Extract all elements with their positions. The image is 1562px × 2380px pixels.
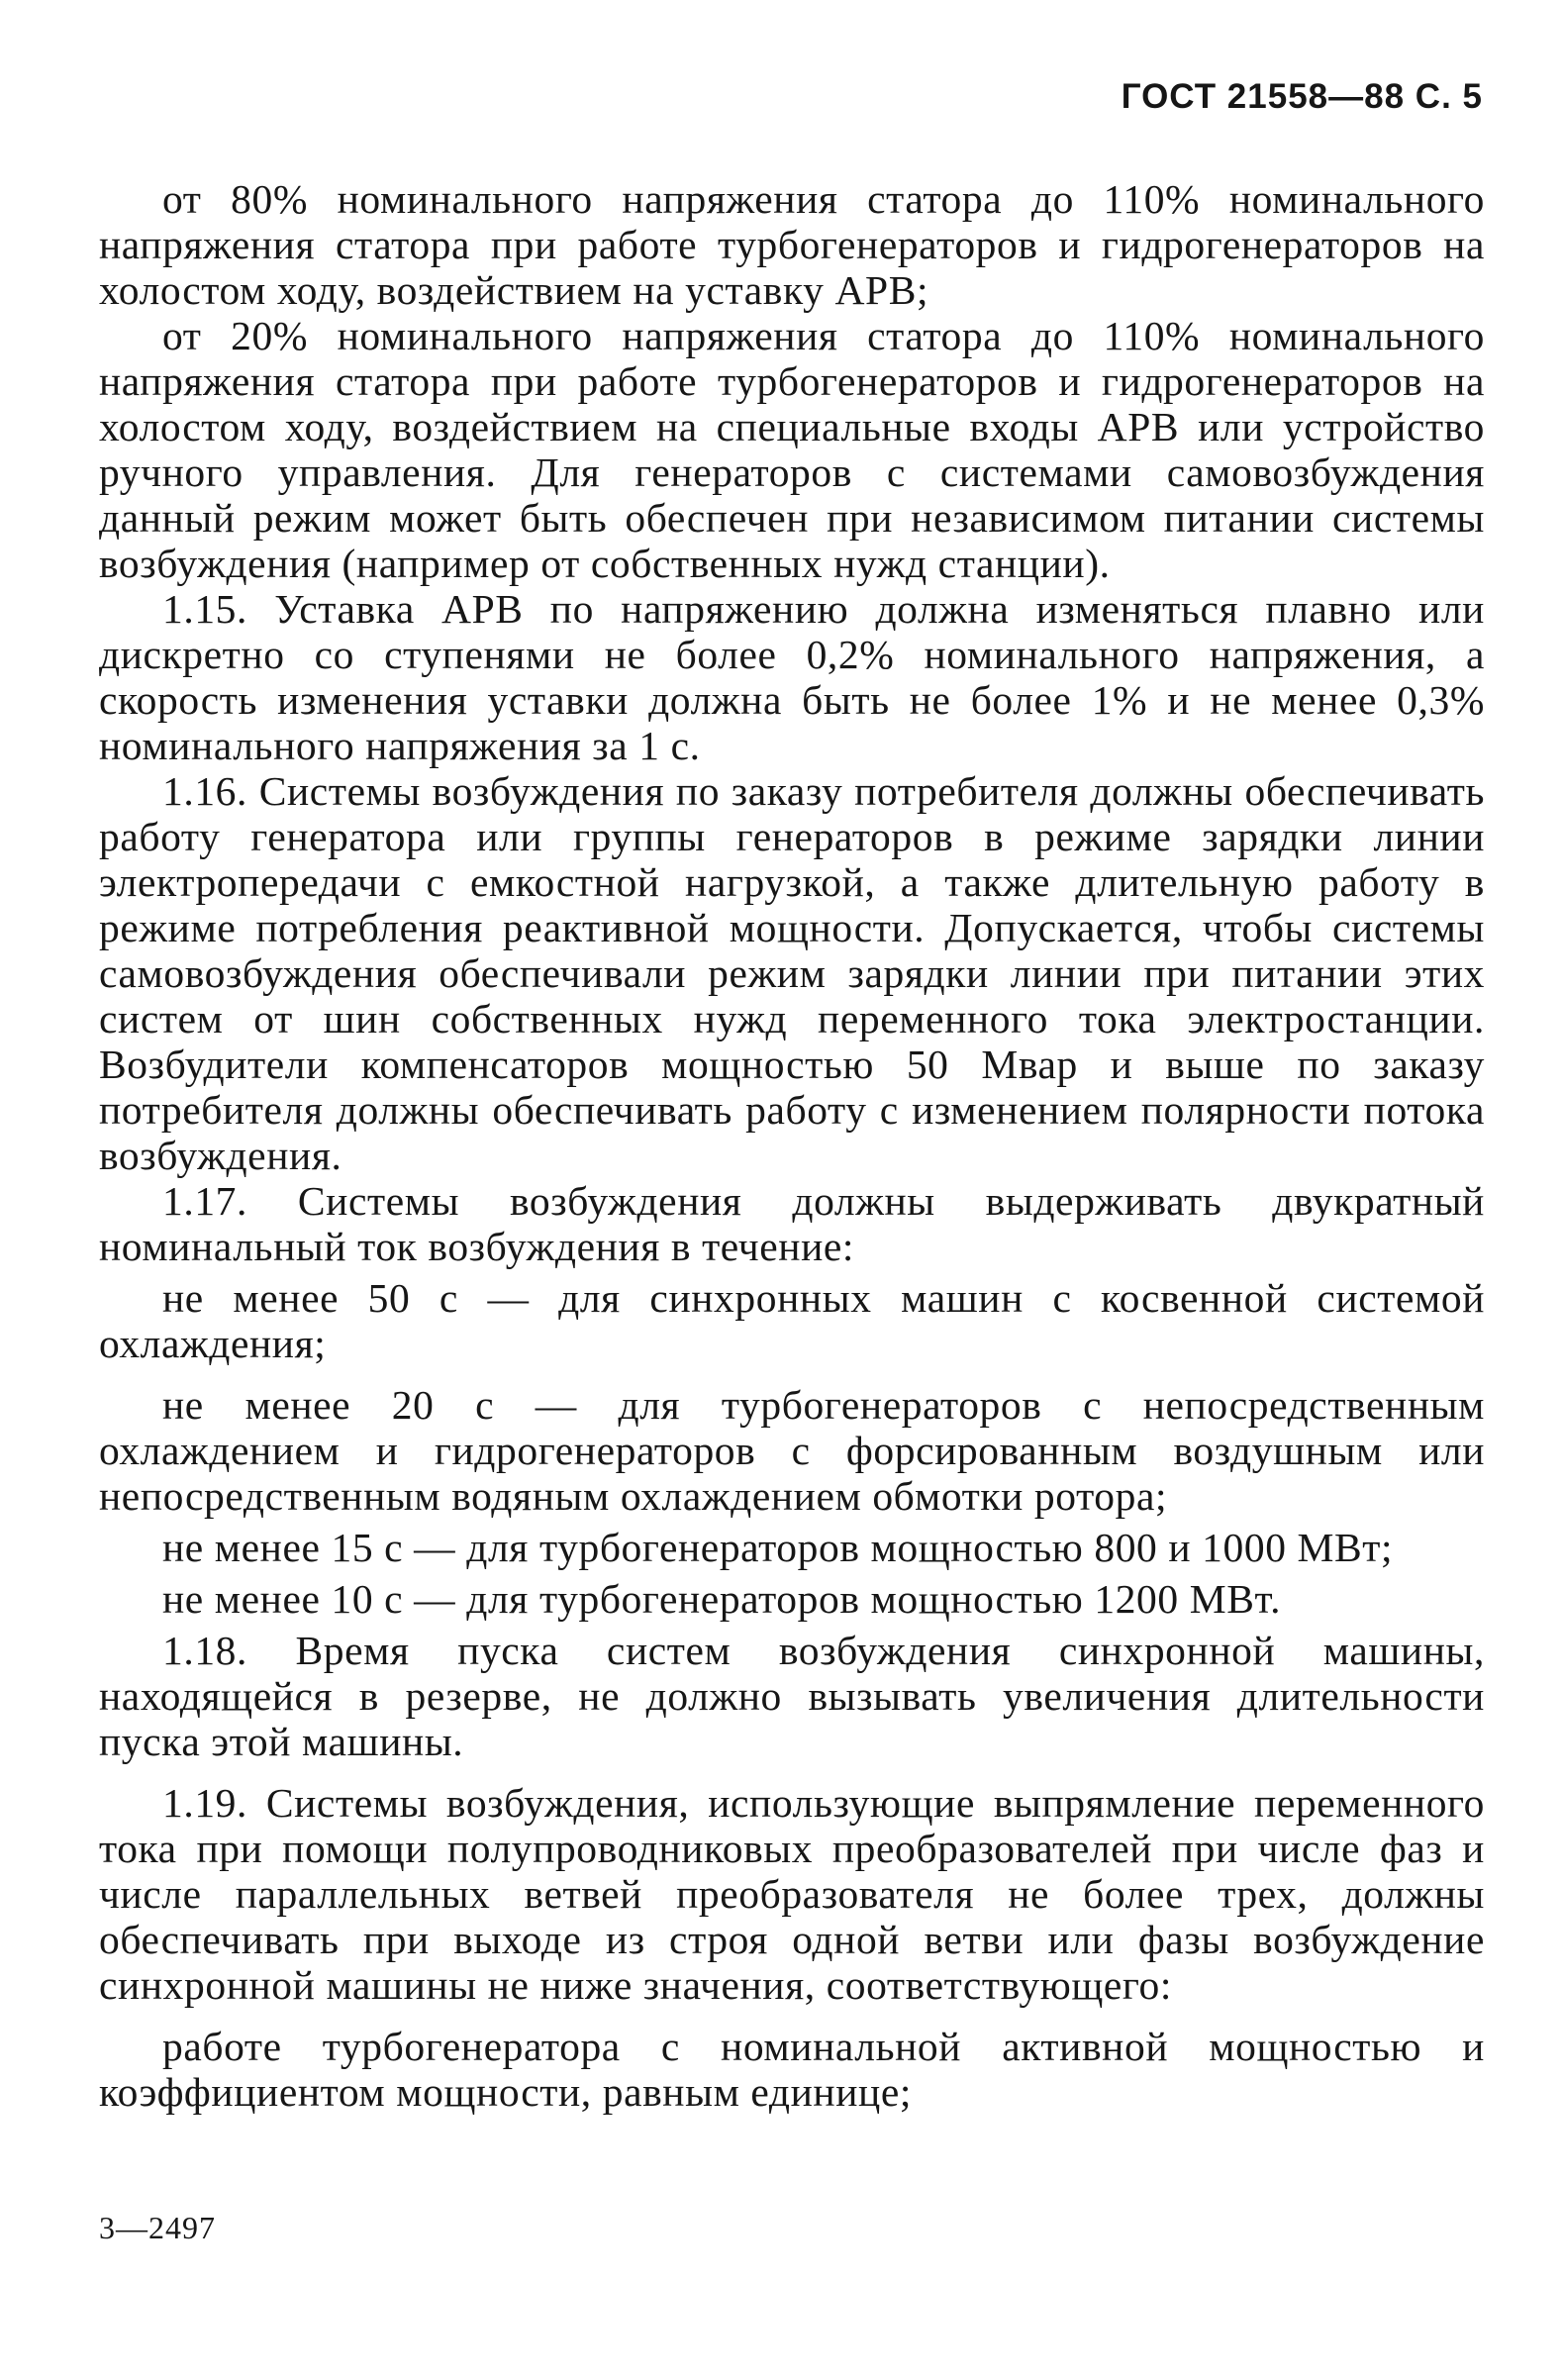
list-item-15s: не менее 15 с — для турбогенераторов мощностью 800 и 1000 МВт; [162, 1525, 1394, 1570]
page-number: С. 5 [1415, 77, 1483, 116]
paragraph-voltage-range-20: от 20% номинального напряжения статора до 110% номинального напряжения статора при работе турбогенераторов и гидрогенераторов на холостом ходу, воздействием на специальные входы АРВ или устройство ручного управления. Для генераторов с системами самовозбуждения данный режим может быть обеспечен при независимом питании системы возбуждения (например от собственных нужд станции). [99, 313, 1485, 586]
paragraph-1-17: 1.17. Системы возбуждения должны выдерживать двукратный номинальный ток возбуждения в течение: [99, 1178, 1485, 1269]
list-item-50s: не менее 50 с — для синхронных машин с косвенной системой охлаждения; [99, 1275, 1485, 1366]
paragraph-1-18: 1.18. Время пуска систем возбуждения синхронной машины, находящейся в резерве, не должно вызывать увеличения длительности пуска этой машины. [99, 1628, 1485, 1764]
list-item-10s: не менее 10 с — для турбогенераторов мощностью 1200 МВт. [162, 1576, 1282, 1622]
paragraph-voltage-range-80: от 80% номинального напряжения статора до 110% номинального напряжения статора при работе турбогенераторов и гидрогенераторов на холостом ходу, воздействием на уставку АРВ; [99, 176, 1485, 313]
document-body [99, 176, 1485, 2115]
signature-mark: 3—2497 [99, 2210, 216, 2245]
paragraph-1-16: 1.16. Системы возбуждения по заказу потребителя должны обеспечивать работу генератора или группы генераторов в режиме зарядки линии электропередачи с емкостной нагрузкой, а также длительную работу в режиме потребления реактивной мощности. Допускается, чтобы системы самовозбуждения обеспечивали режим зарядки линии при питании этих систем от шин собственных нужд переменного тока электростанции. Возбудители компенсаторов мощностью 50 Мвар и выше по заказу потребителя должны обеспечивать работу с изменением полярности потока возбуждения. [99, 768, 1485, 1178]
list-item-turbogenerator: работе турбогенератора с номинальной активной мощностью и коэффициентом мощности, равным единице; [99, 2024, 1485, 2115]
page-header [1122, 77, 1483, 117]
list-item-20s: не менее 20 с — для турбогенераторов с непосредственным охлаждением и гидрогенераторов с форсированным воздушным или непосредственным водяным охлаждением обмотки ротора; [99, 1382, 1485, 1519]
paragraph-1-19: 1.19. Системы возбуждения, использующие выпрямление переменного тока при помощи полупроводниковых преобразователей при числе фаз и числе параллельных ветвей преобразователя не более трех, должны обеспечивать при выходе из строя одной ветви или фазы возбуждение синхронной машины не ниже значения, соответствующего: [99, 1780, 1485, 2008]
standard-number: ГОСТ 21558—88 [1121, 77, 1406, 116]
paragraph-1-15: 1.15. Уставка АРВ по напряжению должна изменяться плавно или дискретно со ступенями не более 0,2% номинального напряжения, а скорость изменения уставки должна быть не более 1% и не менее 0,3% номинального напряжения за 1 с. [99, 586, 1485, 768]
